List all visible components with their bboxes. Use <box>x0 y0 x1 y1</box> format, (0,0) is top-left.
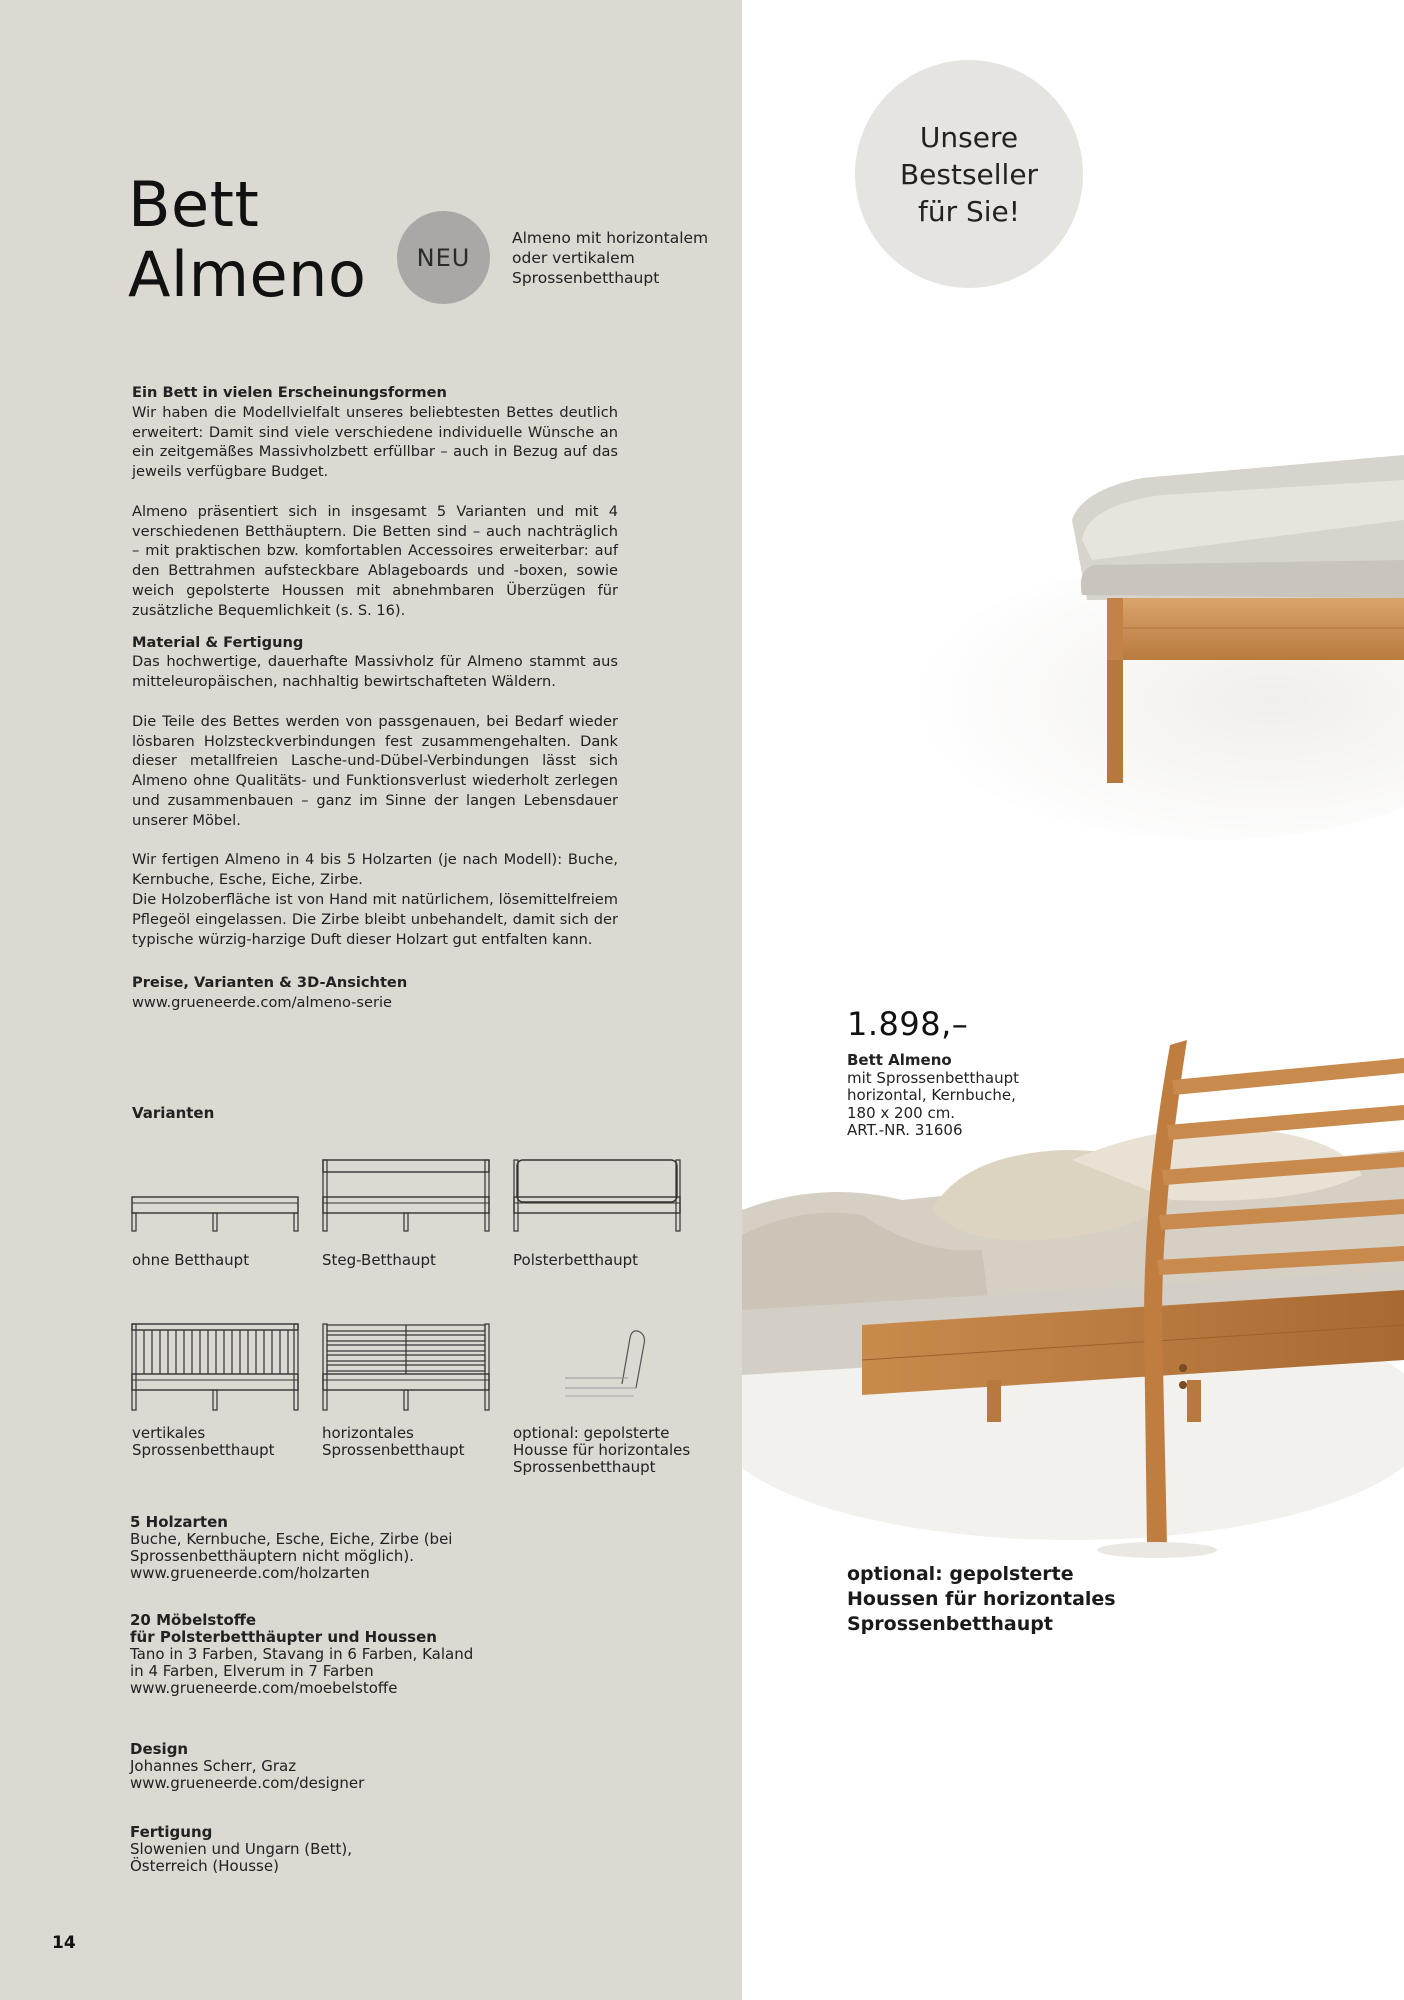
variant-label: ohne Betthaupt <box>132 1251 250 1269</box>
prices-link[interactable]: www.grueneerde.com/almeno-serie <box>132 994 393 1012</box>
design-link[interactable]: www.grueneerde.com/designer <box>130 1774 365 1792</box>
product-detail: mit Sprossenbetthaupt <box>847 1068 1019 1087</box>
woods-text: Sprossenbetthäuptern nicht möglich). <box>130 1547 415 1565</box>
variant-label: Steg-Betthaupt <box>322 1251 436 1269</box>
woods-text: Buche, Kernbuche, Esche, Eiche, Zirbe (bei <box>130 1530 453 1548</box>
body-text <box>132 383 618 1013</box>
fabrics-link[interactable]: www.grueneerde.com/moebelstoffe <box>130 1679 398 1697</box>
caption-line: Sprossenbetthaupt <box>847 1613 1053 1635</box>
woods-link[interactable]: www.grueneerde.com/holzarten <box>130 1564 370 1582</box>
woods-heading: 5 Holzarten <box>130 1513 228 1531</box>
fabrics-text: Tano in 3 Farben, Stavang in 6 Farben, Kaland <box>130 1645 474 1663</box>
fabrics-subheading: für Polsterbetthäupter und Houssen <box>130 1628 437 1646</box>
production-info <box>130 1824 430 1875</box>
variant-label: Polsterbetthaupt <box>513 1251 639 1269</box>
design-heading: Design <box>130 1740 189 1758</box>
title-line-2: Almeno <box>128 238 367 311</box>
material-heading: Material & Fertigung <box>132 633 304 651</box>
bestseller-line: für Sie! <box>917 194 1021 228</box>
variants-heading: Varianten <box>132 1104 215 1122</box>
page-title <box>128 170 366 310</box>
material-paragraph-2: Die Teile des Bettes werden von passgenauen, bei Bedarf wieder lösbaren Holzsteckverbindungen fest zusammengehalten. Dank dieser metallfreien Lasche-und-Dübel-Verbindungen lässt sich Almeno ohne Qualitäts- und Funktionsverlust wiederholt zerlegen und zusammenbauen – ganz im Sinne der langen Lebensdauer unserer Möbel. <box>132 712 618 829</box>
page-number: 14 <box>52 1933 76 1953</box>
design-info <box>130 1741 430 1792</box>
subtitle <box>512 228 742 288</box>
variant-label: horizontales Sprossenbetthaupt <box>322 1424 465 1459</box>
product-price: 1.898,– <box>847 1005 969 1043</box>
production-heading: Fertigung <box>130 1823 213 1841</box>
title-line-1: Bett <box>128 168 260 241</box>
intro-paragraph-1: Wir haben die Modellvielfalt unseres beliebtesten Bettes deutlich erweitert: Damit sind viele verschiedene individuelle Wünsche an ein zeitgemäßes Massivholzbett erfüllbar – auch in Bezug auf das jeweils verfügbare Budget. <box>132 403 618 481</box>
material-paragraph-1: Das hochwertige, dauerhafte Massivholz für Almeno stammt aus mitteleuropäischen, nachhaltig bewirtschafteten Wäldern. <box>132 653 618 691</box>
production-text: Slowenien und Ungarn (Bett), <box>130 1840 352 1858</box>
product-description <box>847 1052 1019 1140</box>
bestseller-badge <box>855 60 1083 288</box>
variant-vertical-slat-headboard-drawing <box>130 1322 302 1414</box>
bestseller-line: Bestseller <box>899 157 1039 191</box>
material-paragraph-3: Wir fertigen Almeno in 4 bis 5 Holzarten (je nach Modell): Buche, Kernbuche, Esche, Eiche, Zirbe. <box>132 851 618 889</box>
optional-housse-caption <box>847 1562 1116 1637</box>
production-text: Österreich (Housse) <box>130 1857 279 1875</box>
fabrics-info <box>130 1612 530 1697</box>
product-name: Bett Almeno <box>847 1051 952 1069</box>
variant-cushion-housse-drawing <box>560 1322 660 1414</box>
product-photo-panel <box>742 0 1404 2000</box>
design-text: Johannes Scherr, Graz <box>130 1757 297 1775</box>
variant-label: vertikales Sprossenbetthaupt <box>132 1424 275 1459</box>
fabrics-heading: 20 Möbelstoffe <box>130 1611 257 1629</box>
bestseller-line: Unsere <box>919 120 1019 154</box>
variant-bar-headboard-drawing <box>321 1158 493 1236</box>
variant-upholstered-headboard-drawing <box>512 1158 684 1236</box>
fabrics-text: in 4 Farben, Elverum in 7 Farben <box>130 1662 374 1680</box>
material-paragraph-4: Die Holzoberfläche ist von Hand mit natürlichem, lösemittelfreiem Pflegeöl eingelassen. Die Zirbe bleibt unbehandelt, damit sich der typische würzig-harzige Duft dieser Holzart gut entfalten kann. <box>132 890 618 948</box>
variant-horizontal-slat-headboard-drawing <box>321 1322 493 1414</box>
intro-heading: Ein Bett in vielen Erscheinungsformen <box>132 384 447 401</box>
intro-paragraph-2: Almeno präsentiert sich in insgesamt 5 Varianten und mit 4 verschiedenen Betthäuptern. Die Betten sind – auch nachträglich – mit praktischen bzw. komfortablen Accessoires erweiterbar: auf den Bettrahmen aufsteckbare Ablageboards und -boxen, sowie weich gepolsterte Houssen mit abnehmbaren Überzügen für zusätzliche Bequemlichkeit (s. S. 16). <box>132 502 618 619</box>
caption-line: optional: gepolsterte <box>847 1563 1074 1585</box>
subtitle-line: Sprossenbetthaupt <box>512 269 660 287</box>
variant-no-headboard-drawing <box>130 1158 302 1236</box>
product-detail: 180 x 200 cm. <box>847 1103 956 1122</box>
woods-info <box>130 1514 510 1582</box>
subtitle-line: Almeno mit horizontalem <box>512 229 709 247</box>
new-badge: NEU <box>397 211 490 304</box>
variant-label: optional: gepolsterte Housse für horizontales Sprossenbetthaupt <box>513 1424 691 1476</box>
product-detail: horizontal, Kernbuche, <box>847 1086 1016 1104</box>
caption-line: Houssen für horizontales <box>847 1588 1116 1610</box>
subtitle-line: oder vertikalem <box>512 249 635 267</box>
prices-heading: Preise, Varianten & 3D-Ansichten <box>132 974 408 992</box>
bed-photos <box>742 0 1404 2000</box>
product-article-number: ART.-NR. 31606 <box>847 1121 963 1139</box>
